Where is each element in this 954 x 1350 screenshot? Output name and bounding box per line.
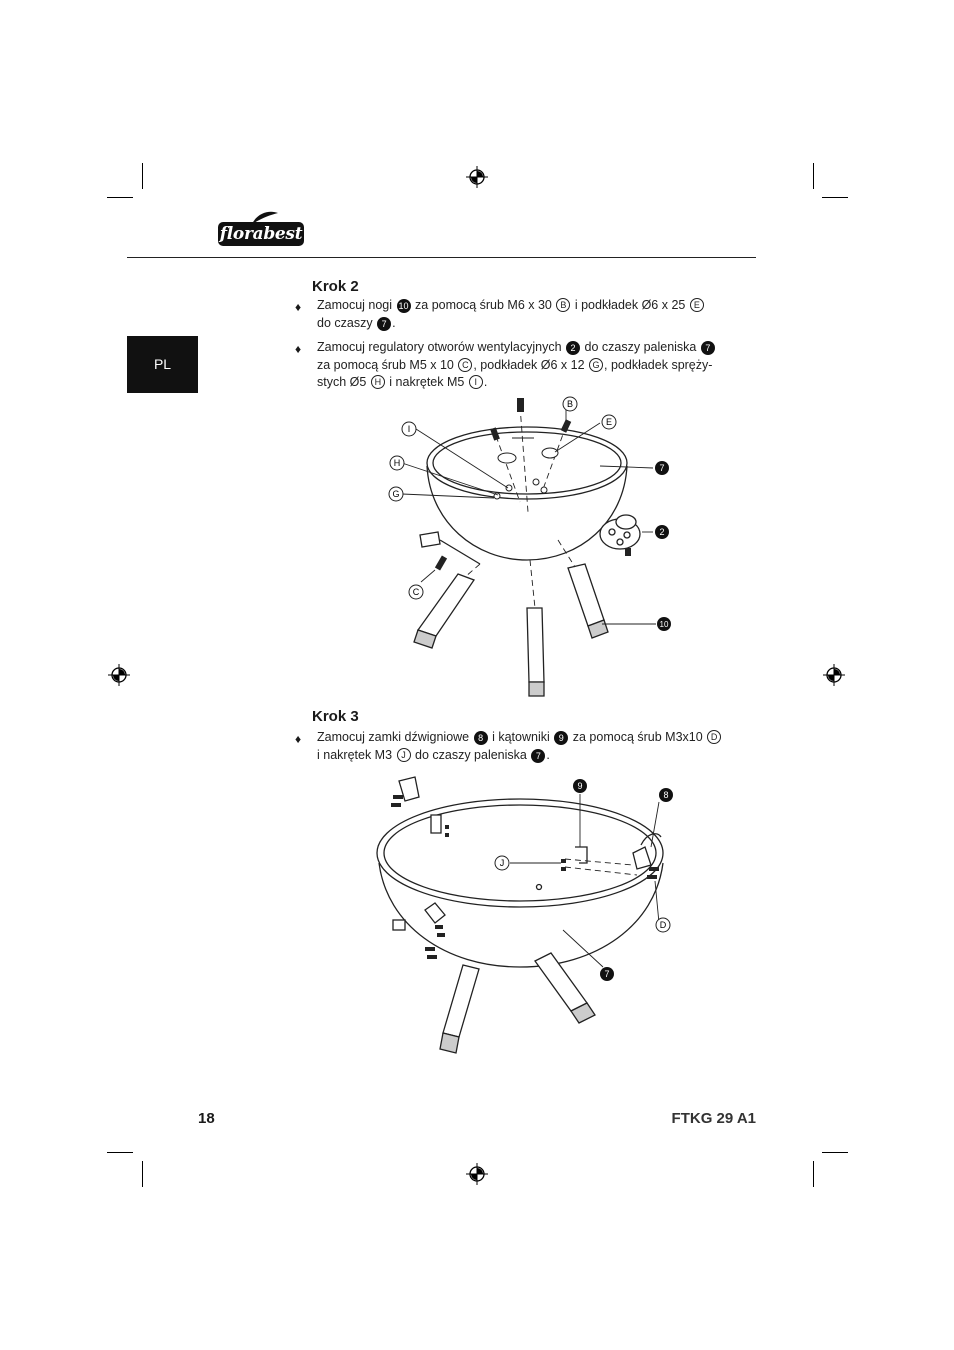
crop-mark [107,197,133,198]
crop-mark [822,197,848,198]
label-8: 8 [663,790,669,800]
ref-badge: 7 [377,317,391,331]
ref-letter: D [707,730,721,744]
label-10: 10 [659,620,669,629]
crop-mark [142,163,143,189]
label-H: H [393,458,401,468]
language-tab: PL [127,336,198,393]
label-C: C [412,587,420,597]
label-I: I [407,424,411,434]
crop-mark [822,1152,848,1153]
registration-mark-icon [466,1163,488,1185]
registration-mark-icon [108,664,130,686]
step2-assembly-diagram [380,392,680,702]
label-D: D [659,920,667,930]
label-B: B [566,399,574,409]
ref-badge: 7 [531,749,545,763]
bullet-icon: ♦ [295,732,302,746]
ref-letter: I [469,375,483,389]
bullet-icon: ♦ [295,342,302,356]
step3-title: Krok 3 [312,708,359,725]
label-G: G [392,489,400,499]
crop-mark [142,1161,143,1187]
label-9: 9 [577,781,583,791]
brand-logo: florabest [219,224,303,244]
ref-badge: 9 [554,731,568,745]
ref-letter: C [458,358,472,372]
step2-title: Krok 2 [312,278,359,295]
ref-badge: 2 [566,341,580,355]
ref-badge: 8 [474,731,488,745]
ref-letter: J [397,748,411,762]
label-7: 7 [604,969,610,979]
registration-mark-icon [823,664,845,686]
crop-mark [813,1161,814,1187]
page-number: 18 [198,1110,215,1127]
label-7: 7 [659,463,665,473]
model-number: FTKG 29 A1 [671,1110,756,1127]
crop-mark [107,1152,133,1153]
step2-bullet2: Zamocuj regulatory otworów wentylacyjnych 2 do czaszy paleniska 7 za pomocą śrub M5 x 10 C , podkładek Ø6 x 12 G , podkładek spręży- stych Ø5 H i nakrętek M5 I . [317,339,716,392]
ref-letter: B [556,298,570,312]
registration-mark-icon [466,166,488,188]
ref-badge: 10 [398,301,409,311]
ref-letter: E [690,298,704,312]
label-2: 2 [659,527,665,537]
ref-badge: 7 [701,341,715,355]
step2-bullet1: Zamocuj nogi 10 za pomocą śrub M6 x 30 B i podkładek Ø6 x 25 E do czaszy 7 . [317,297,705,332]
step3-assembly-diagram [375,775,680,1065]
ref-letter: G [589,358,603,372]
label-E: E [605,417,613,427]
crop-mark [813,163,814,189]
header-divider [127,257,756,258]
step3-bullet1: Zamocuj zamki dźwigniowe 8 i kątowniki 9 za pomocą śrub M3x10 D i nakrętek M3 J do czaszy paleniska 7 . [317,729,722,764]
label-J: J [499,858,505,868]
ref-letter: H [371,375,385,389]
bullet-icon: ♦ [295,300,302,314]
